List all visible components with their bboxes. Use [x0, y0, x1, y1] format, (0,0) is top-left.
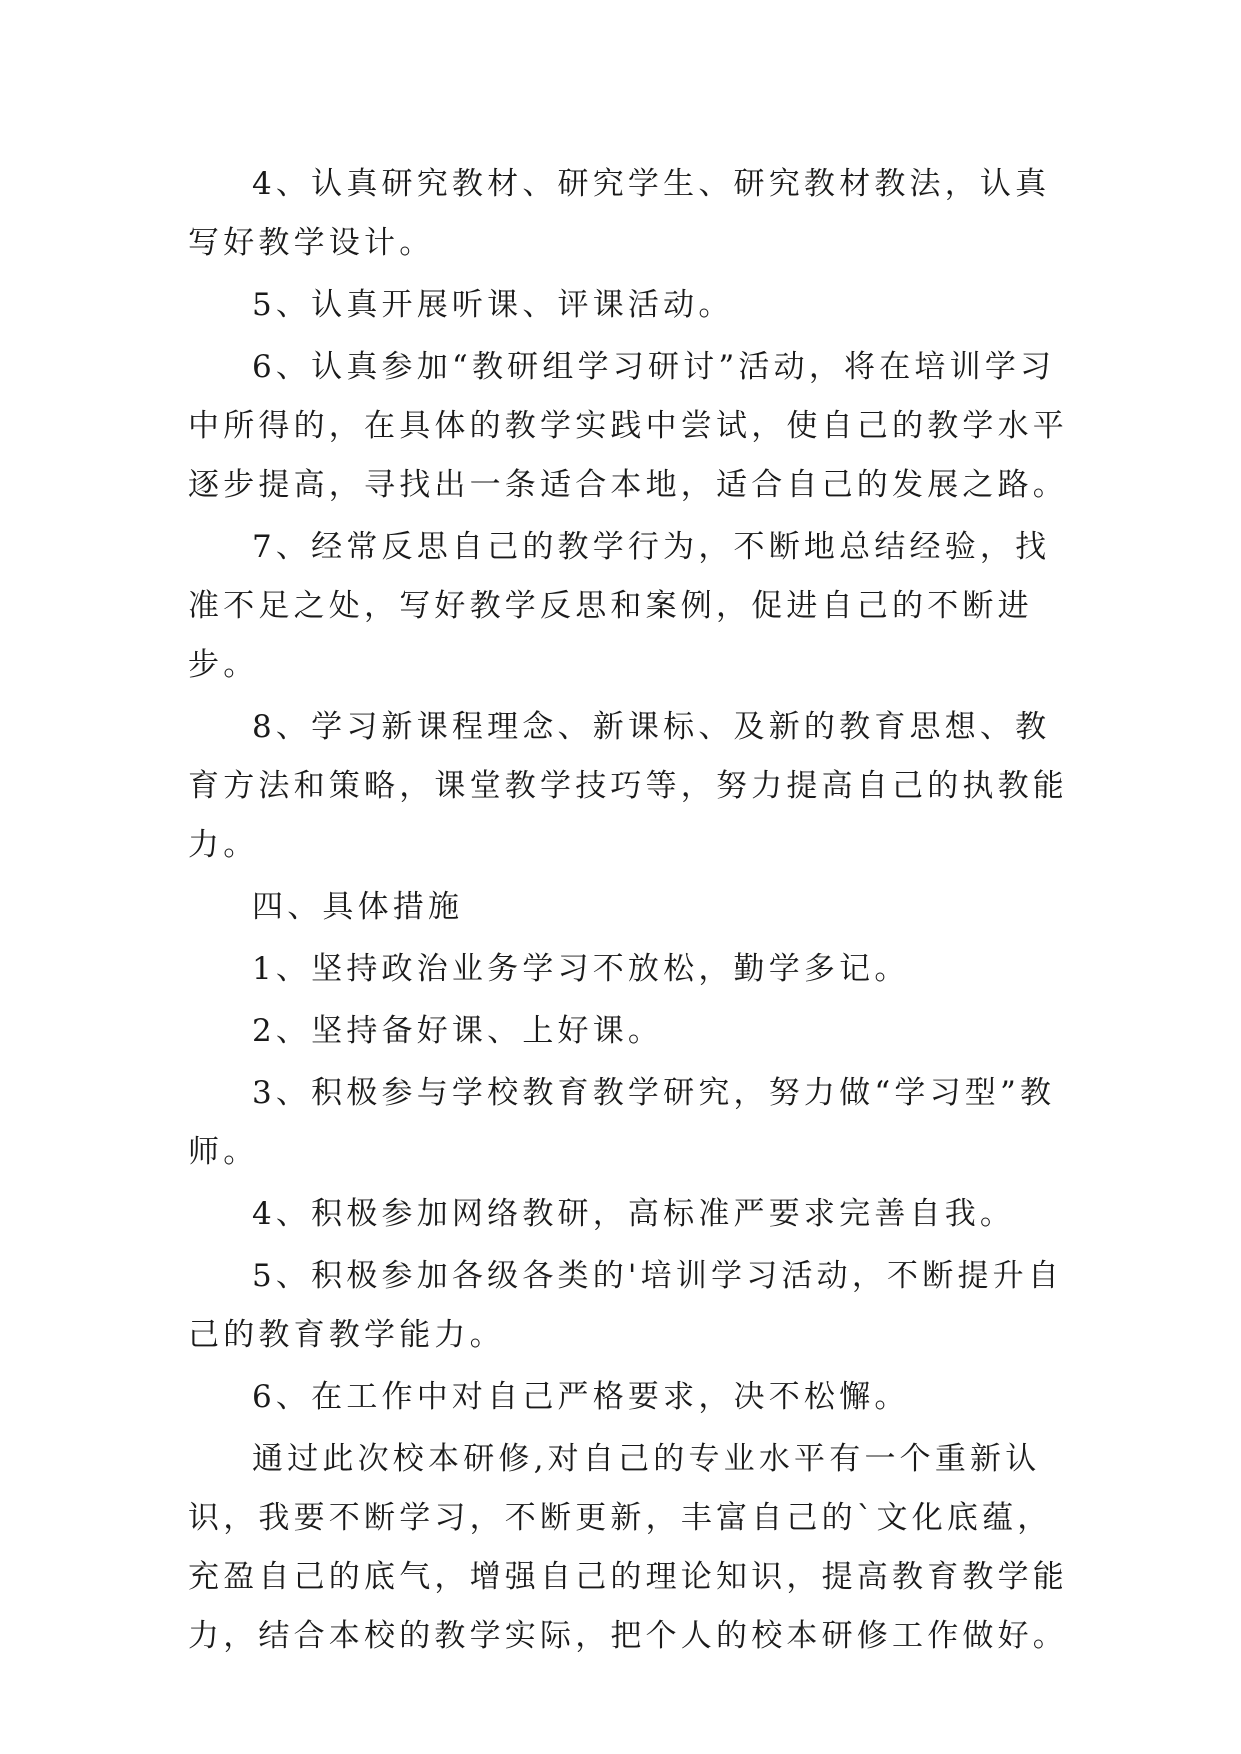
paragraph-item-7-reflection: 7、经常反思自己的教学行为，不断地总结经验，找准不足之处，写好教学反思和案例，促进自己的不断进步。 [188, 529, 1051, 683]
document-body [188, 155, 1068, 1666]
measure-item-4: 4、积极参加网络教研，高标准严要求完善自我。 [252, 1196, 1016, 1232]
paragraph-item-8-new-curriculum: 8、学习新课程理念、新课标、及新的教育思想、教育方法和策略，课堂教学技巧等，努力提高自己的执教能力。 [188, 709, 1068, 863]
measure-item-1: 1、坚持政治业务学习不放松，勤学多记。 [252, 951, 910, 987]
paragraph-item-5-lesson-observation: 5、认真开展听课、评课活动。 [252, 287, 734, 323]
conclusion-paragraph: 通过此次校本研修,对自己的专业水平有一个重新认识，我要不断学习，不断更新，丰富自己的`文化底蕴，充盈自己的底气，增强自己的理论知识，提高教育教学能力，结合本校的教学实际，把个人的校本研修工作做好。 [188, 1441, 1068, 1654]
measure-item-5: 5、积极参加各级各类的'培训学习活动，不断提升自己的教育教学能力。 [188, 1258, 1064, 1353]
measure-item-6: 6、在工作中对自己严格要求，决不松懈。 [252, 1379, 910, 1415]
measure-item-2: 2、坚持备好课、上好课。 [252, 1013, 664, 1049]
paragraph-item-4-textbook-research: 4、认真研究教材、研究学生、研究教材教法，认真写好教学设计。 [188, 166, 1051, 261]
measure-item-3: 3、积极参与学校教育教学研究，努力做“学习型”教师。 [188, 1075, 1056, 1170]
paragraph-item-6-group-study: 6、认真参加“教研组学习研讨”活动，将在培训学习中所得的，在具体的教学实践中尝试，使自己的教学水平逐步提高，寻找出一条适合本地，适合自己的发展之路。 [188, 349, 1068, 503]
section-heading-measures: 四、具体措施 [252, 889, 464, 925]
